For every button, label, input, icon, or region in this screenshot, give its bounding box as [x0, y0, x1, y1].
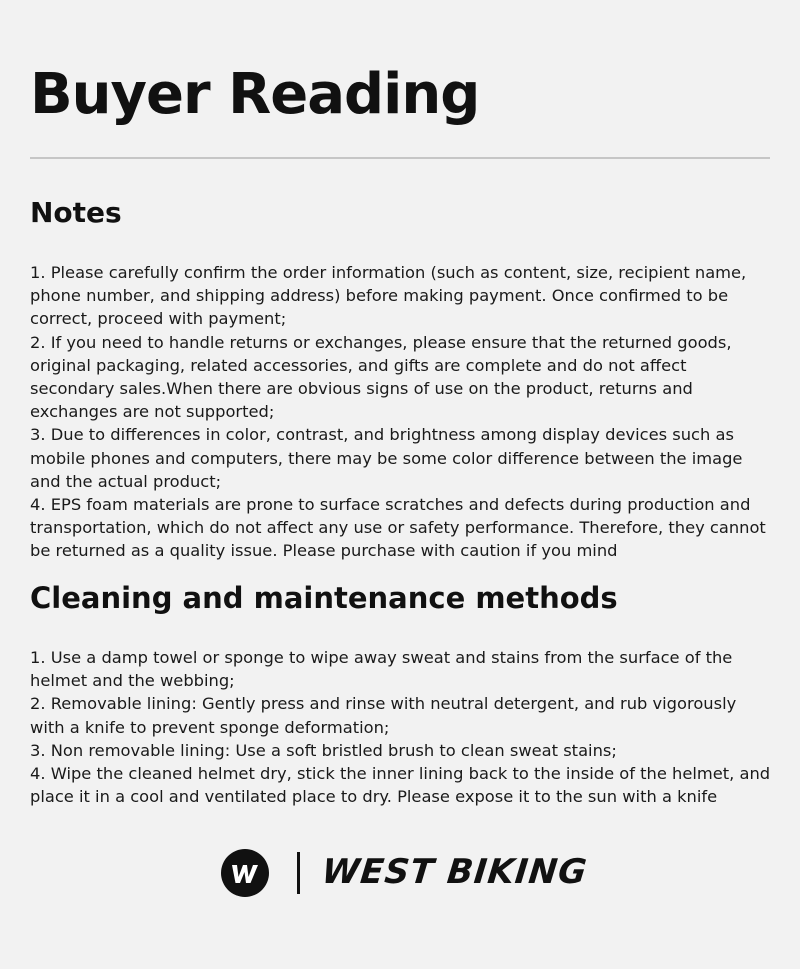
- cleaning-item-3: 3. Non removable lining: Use a soft bristled brush to clean sweat stains;: [30, 740, 617, 760]
- cleaning-item-4: 4. Wipe the cleaned helmet dry, stick the inner lining back to the inside of the helmet, and place it in a cool and ventilated place to dry. Please expose it to the sun with a knife: [30, 764, 771, 807]
- notes-list: [30, 261, 775, 563]
- cleaning-item-1: 1. Use a damp towel or sponge to wipe away sweat and stains from the surface of the helmet and the webbing;: [30, 648, 733, 691]
- title-divider: [30, 157, 770, 159]
- notes-item-2: 2. If you need to handle returns or exchanges, please ensure that the returned goods, original packaging, related accessories, and gifts are complete and do not affect secondary sales.When there are obvious signs of use on the product, returns and exchanges are not supported;: [30, 332, 732, 422]
- cleaning-item-2: 2. Removable lining: Gently press and rinse with neutral detergent, and rub vigorously with a knife to prevent sponge deformation;: [30, 694, 737, 737]
- brand-separator: [297, 852, 300, 894]
- notes-heading: Notes: [30, 196, 122, 229]
- cleaning-heading: Cleaning and maintenance methods: [30, 581, 618, 615]
- brand-footer: [0, 848, 800, 898]
- cleaning-list: [30, 646, 775, 808]
- page-title: Buyer Reading: [30, 62, 480, 127]
- notes-item-4: 4. EPS foam materials are prone to surface scratches and defects during production and transportation, which do not affect any use or safety performance. Therefore, they cannot be returned as a quality issue. Please purchase with caution if you mind: [30, 495, 766, 561]
- west-biking-w-logo-icon: [220, 848, 270, 898]
- brand-name: WEST BIKING: [319, 852, 590, 892]
- notes-item-1: 1. Please carefully confirm the order information (such as content, size, recipient name, phone number, and shipping address) before making payment. Once confirmed to be correct, proceed with payment;: [30, 263, 747, 329]
- notes-item-3: 3. Due to differences in color, contrast, and brightness among display devices such as mobile phones and computers, there may be some color difference between the image and the actual product;: [30, 425, 743, 491]
